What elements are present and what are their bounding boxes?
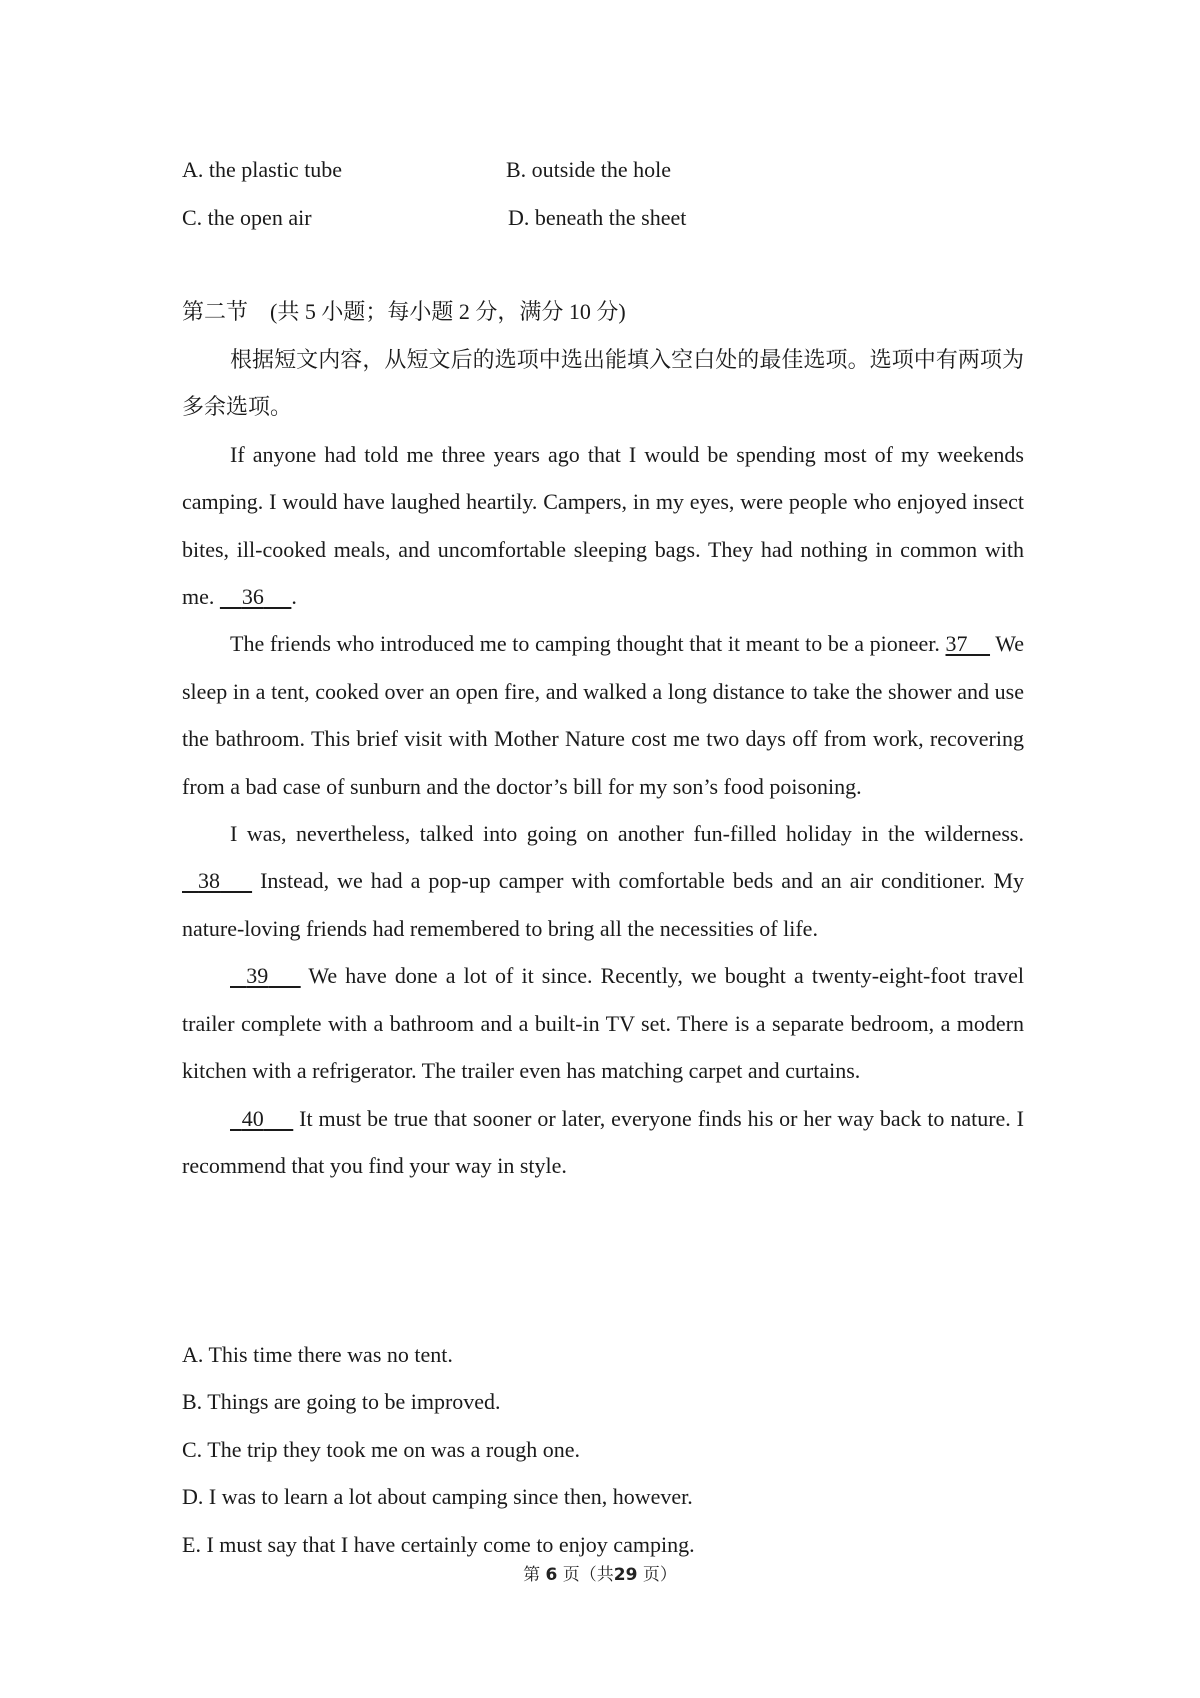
blank-36 bbox=[220, 584, 292, 609]
passage-paragraph-1 bbox=[182, 431, 1024, 621]
previous-options-row-2 bbox=[182, 203, 687, 233]
blank-37-number: 37 bbox=[945, 631, 968, 657]
passage-paragraph-5 bbox=[182, 1095, 1024, 1190]
choice-c: C. The trip they took me on was a rough one. bbox=[182, 1436, 580, 1462]
paragraph-3-rest: Instead, we had a pop-up camper with comfortable beds and an air conditioner. My nature-loving friends had remembered to bring all the necessities of life. bbox=[182, 868, 1025, 941]
passage-paragraph-4 bbox=[182, 952, 1024, 1094]
footer-prefix: 第 bbox=[523, 1565, 541, 1585]
option-c: C. the open air bbox=[182, 205, 312, 230]
paragraph-2-rest: We sleep in a tent, cooked over an open fire, and walked a long distance to take the shower and use the bathroom. This brief visit with Mother Nature cost me two days off from work, recovering from a bad case of sunburn and the doctor’s bill for my son’s food poisoning. bbox=[182, 631, 1025, 799]
paragraph-1-text: If anyone had told me three years ago that I would be spending most of my weekends camping. I would have laughed heartily. Campers, in my eyes, were people who enjoyed insect bites, ill-cooked meals, and uncomfortable sleeping bags. They had nothing in common with me. bbox=[182, 441, 1024, 610]
blank-38-number: 38 bbox=[198, 868, 221, 894]
blank-39-number: 39 bbox=[246, 963, 269, 989]
answer-choices bbox=[182, 1331, 695, 1568]
blank-40 bbox=[230, 1106, 293, 1131]
paragraph-4-rest: We have done a lot of it since. Recently, we bought a twenty-eight-foot travel trailer complete with a bathroom and a built-in TV set. There is a separate bedroom, a modern kitchen with a refrigerator. The trailer even has matching carpet and curtains. bbox=[182, 963, 1025, 1084]
section-title: 第二节 (共 5 小题；每小题 2 分，满分 10 分) bbox=[182, 299, 626, 324]
passage-paragraph-2 bbox=[182, 620, 1024, 810]
footer-page-number: 6 bbox=[545, 1565, 558, 1585]
paragraph-2-start: The friends who introduced me to camping thought that it meant to be a pioneer. bbox=[230, 631, 940, 657]
passage-content bbox=[182, 336, 1024, 1189]
choice-d: D. I was to learn a lot about camping since then, however. bbox=[182, 1484, 693, 1510]
footer-middle: 页（共 bbox=[562, 1565, 614, 1585]
footer-total-pages: 29 bbox=[613, 1565, 638, 1585]
choice-b: B. Things are going to be improved. bbox=[182, 1389, 501, 1415]
previous-options-row-1 bbox=[182, 155, 671, 185]
blank-39 bbox=[230, 963, 301, 988]
paragraph-5-rest: It must be true that sooner or later, everyone finds his or her way back to nature. I recommend that you find your way in style. bbox=[182, 1105, 1025, 1178]
instruction-paragraph: 根据短文内容，从短文后的选项中选出能填入空白处的最佳选项。选项中有两项为多余选项。 bbox=[182, 347, 1024, 420]
page-footer bbox=[0, 1560, 1200, 1585]
option-a: A. the plastic tube bbox=[182, 157, 343, 182]
choice-a: A. This time there was no tent. bbox=[182, 1342, 453, 1367]
option-b: B. outside the hole bbox=[506, 157, 671, 182]
footer-suffix: 页） bbox=[642, 1565, 677, 1585]
blank-40-number: 40 bbox=[241, 1105, 264, 1131]
choice-e: E. I must say that I have certainly come to enjoy camping. bbox=[182, 1531, 695, 1557]
option-d: D. beneath the sheet bbox=[508, 205, 687, 230]
blank-38 bbox=[182, 868, 252, 893]
passage-paragraph-3 bbox=[182, 810, 1024, 952]
blank-37 bbox=[946, 631, 991, 656]
paragraph-3-start: I was, nevertheless, talked into going on another fun-filled holiday in the wilderness. bbox=[230, 821, 1024, 847]
paragraph-1-end: . bbox=[291, 584, 297, 610]
blank-36-number: 36 bbox=[241, 584, 264, 610]
